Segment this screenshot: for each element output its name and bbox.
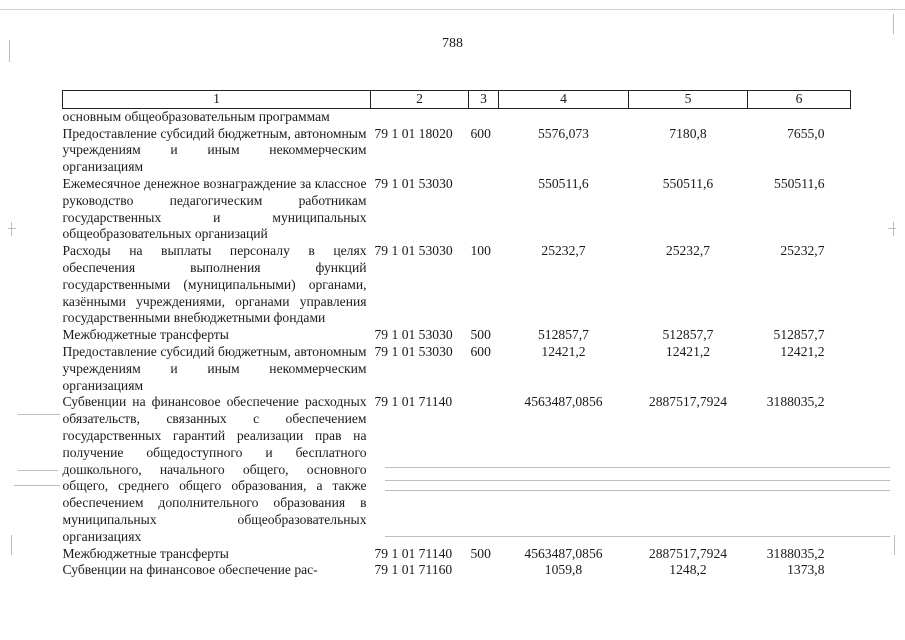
row-name: Ежемесячное денежное вознаграждение за классное руководство педагогическим работникам государственных и муниципальных общеобразовательных организаций [62,175,367,242]
row-code: 79 1 01 18020 [374,125,453,141]
row-code: 79 1 01 53030 [374,243,453,259]
row-value-1: 5576,073 [538,125,589,141]
header-col-5: 5 [629,91,748,109]
row-name: Субвенции на финансовое обеспечение рас- [62,562,318,578]
row-value-3: 3188035,2 [766,545,825,561]
row-name: Расходы на выплаты персоналу в целях обеспечения выполнения функций государственными (муниципальными) органами, казёнными учреждениями, органами управления государственными внебюджетными фондами [62,243,367,326]
table-row [63,562,851,579]
row-code: 79 1 01 71140 [374,545,453,561]
row-value-1: 12421,2 [541,343,586,359]
row-value-3: 12421,2 [780,343,825,359]
scan-mark [11,222,12,236]
row-code: 79 1 01 53030 [374,175,453,191]
table-row [63,176,851,243]
scan-line [385,490,890,491]
scan-line [385,467,890,468]
row-value-3: 7655,0 [787,125,825,141]
scan-line [888,228,896,229]
scan-mark [893,14,894,34]
table-row [63,394,851,545]
page-number: 788 [442,36,463,51]
header-col-2: 2 [371,91,469,109]
row-value-2: 25232,7 [665,243,711,259]
row-value-3: 1373,8 [787,562,825,578]
row-name: Межбюджетные трансферты [62,545,229,561]
row-value-2: 2887517,7924 [648,545,728,561]
table-row [63,243,851,327]
row-value-3: 25232,7 [780,243,825,259]
budget-table [62,90,851,579]
header-col-1: 1 [63,91,371,109]
row-expense-type: 600 [470,125,491,141]
table-header-row [63,91,851,109]
row-value-3: 550511,6 [774,175,825,191]
table-row [63,126,851,176]
row-value-1: 4563487,0856 [524,394,603,410]
header-col-4: 4 [499,91,629,109]
scan-mark [9,40,10,62]
table-row [63,108,851,125]
row-name: Предоставление субсидий бюджетным, автономным учреждениям и иным некоммерческим организациям [62,343,367,393]
scan-line [18,470,58,471]
row-value-2: 12421,2 [665,343,711,359]
row-value-1: 25232,7 [541,243,586,259]
row-expense-type: 500 [470,545,491,561]
scan-mark [893,222,894,236]
header-col-3: 3 [469,91,499,109]
header-col-6: 6 [748,91,851,109]
row-expense-type: 100 [470,243,491,259]
row-value-2 [629,108,748,125]
row-value-2: 2887517,7924 [648,394,728,410]
row-expense-type [469,394,499,545]
scan-edge [0,9,905,10]
row-value-1: 1059,8 [544,562,583,578]
row-value-1: 512857,7 [538,327,589,343]
row-value-2: 550511,6 [662,175,714,191]
row-code: 79 1 01 71160 [374,562,453,578]
row-value-1: 4563487,0856 [524,545,603,561]
scan-line [8,228,16,229]
row-expense-type [469,176,499,243]
row-name: основным общеобразовательным программам [62,108,330,124]
row-value-3: 512857,7 [773,327,825,343]
row-value-1 [499,108,629,125]
row-expense-type: 500 [470,327,491,343]
row-value-3: 3188035,2 [766,394,825,410]
scan-line [385,480,890,481]
scan-line [14,485,60,486]
table-row [63,546,851,563]
row-expense-type: 600 [470,343,491,359]
scan-mark [894,535,895,555]
row-value-2: 1248,2 [669,562,707,578]
row-name: Предоставление субсидий бюджетным, автономным учреждениям и иным некоммерческим организациям [62,125,367,175]
scan-line [385,536,890,537]
row-value-1: 550511,6 [538,175,589,191]
row-value-2: 7180,8 [669,125,707,141]
row-expense-type [469,108,499,125]
row-code: 79 1 01 53030 [374,327,453,343]
table-row [63,344,851,394]
row-value-2: 512857,7 [662,327,714,343]
row-code [371,108,469,125]
row-name: Субвенции на финансовое обеспечение расходных обязательств, связанных с обеспечением государственных гарантий реализации прав на получение общедоступного и бесплатного дошкольного, начального общего, основного общего, среднего общего образования, а также обеспечением дополнительного образования в муниципальных общеобразовательных организациях [62,394,367,544]
table-row [63,327,851,344]
scan-line [18,414,60,415]
row-expense-type [469,562,499,579]
row-code: 79 1 01 53030 [374,343,453,359]
row-value-3 [748,108,851,125]
scan-mark [11,535,12,555]
row-name: Межбюджетные трансферты [62,327,229,343]
row-code: 79 1 01 71140 [374,394,453,410]
